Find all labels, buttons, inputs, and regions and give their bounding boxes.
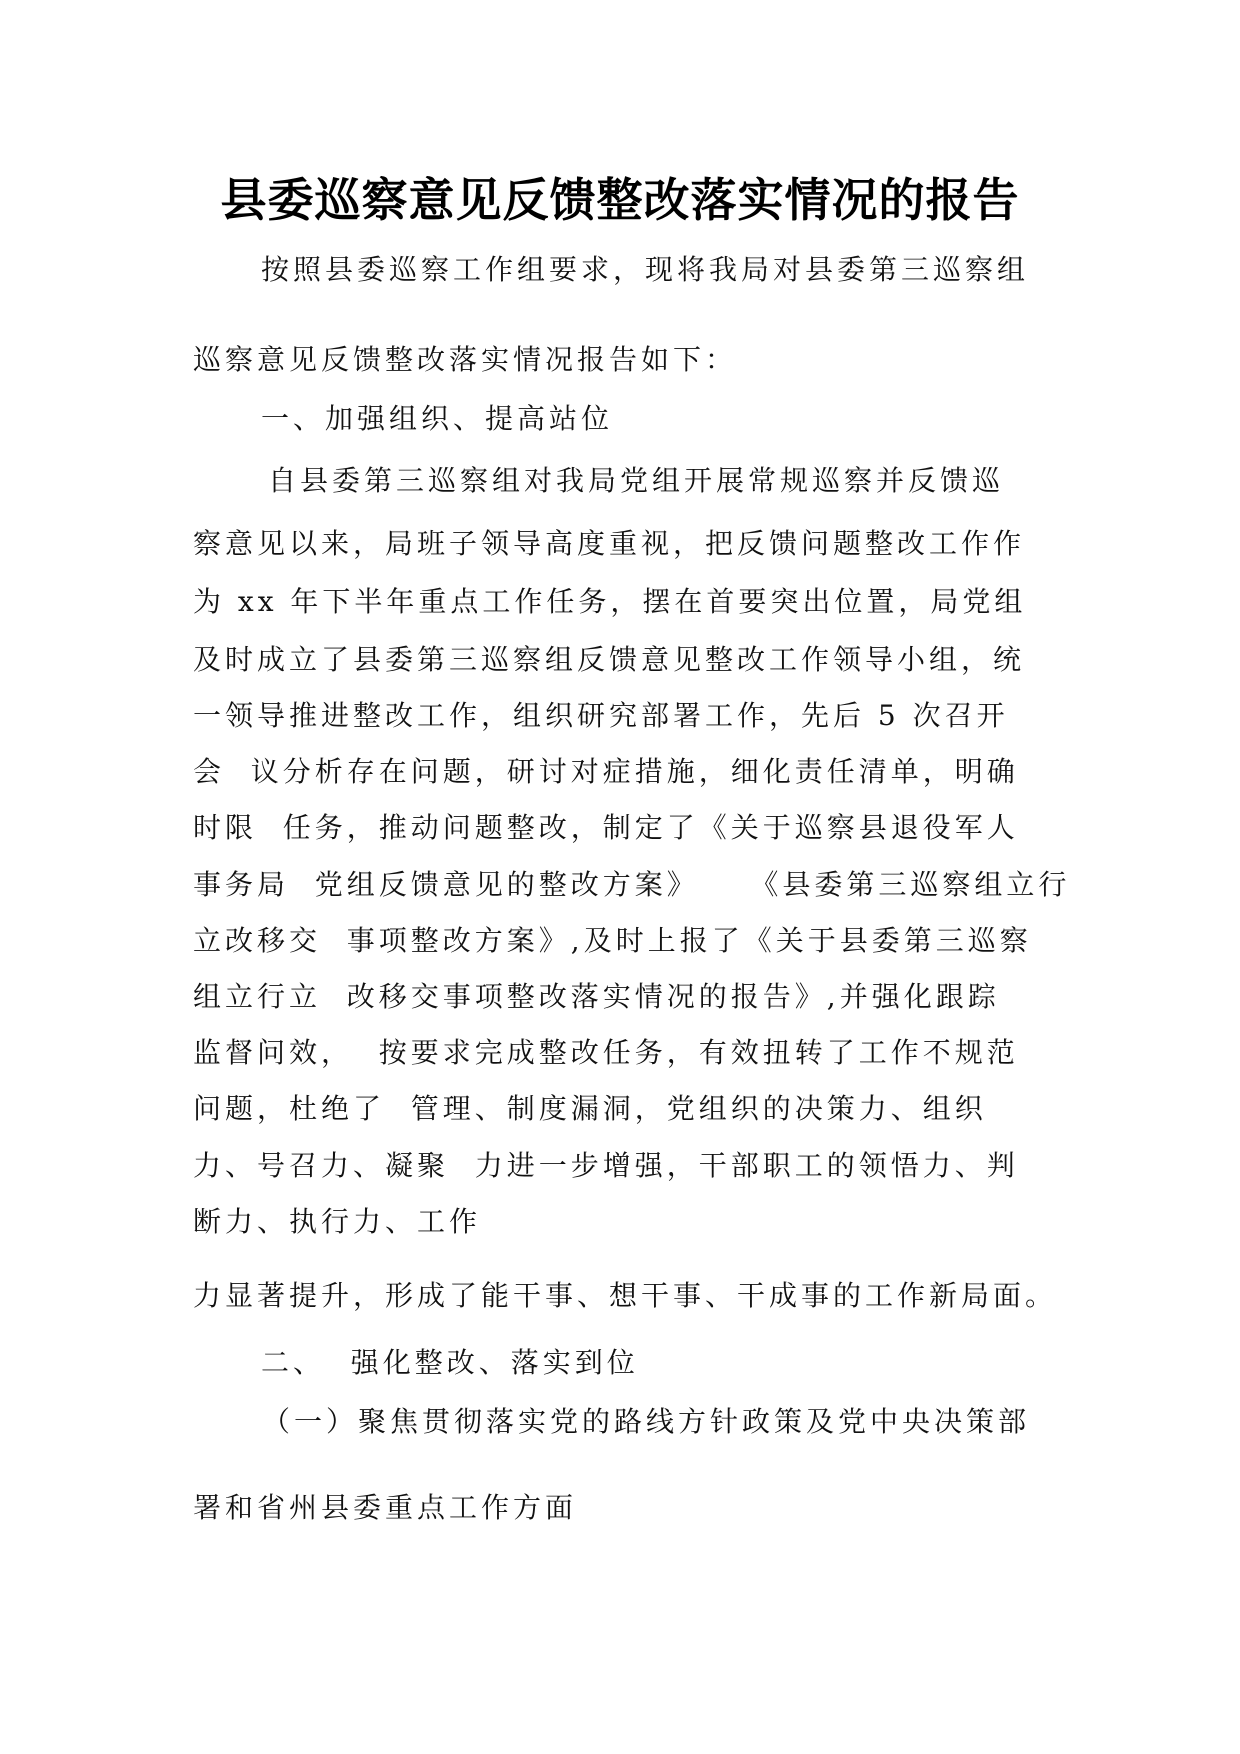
paragraph-line: 一领导推进整改工作，组织研究部署工作，先后 5 次召开 <box>193 699 1009 732</box>
paragraph-line: 按照县委巡察工作组要求，现将我局对县委第三巡察组 <box>261 253 1030 286</box>
paragraph-line: 组立行立 改移交事项整改落实情况的报告》,并强化跟踪 <box>193 980 1000 1013</box>
paragraph-line: 力、号召力、凝聚 力进一步增强，干部职工的领悟力、判 <box>193 1149 1019 1182</box>
paragraph-line: 会 议分析存在问题，研讨对症措施，细化责任清单，明确 <box>193 755 1019 788</box>
paragraph-line: 巡察意见反馈整改落实情况报告如下： <box>193 343 738 376</box>
paragraph-line: 为 xx 年下半年重点工作任务，摆在首要突出位置，局党组 <box>193 585 1027 618</box>
paragraph-line: 立改移交 事项整改方案》,及时上报了《关于县委第三巡察 <box>193 924 1032 957</box>
paragraph-line: 署和省州县委重点工作方面 <box>193 1491 578 1524</box>
paragraph-line: 事务局 党组反馈意见的整改方案》 《县委第三巡察组立行 <box>193 868 1071 901</box>
paragraph-line: 察意见以来，局班子领导高度重视，把反馈问题整改工作作 <box>193 527 1026 560</box>
paragraph-line: 时限 任务，推动问题整改，制定了《关于巡察县退役军人 <box>193 811 1019 844</box>
paragraph-line: 问题，杜绝了 管理、制度漏洞，党组织的决策力、组织 <box>193 1092 987 1125</box>
section-heading: 一、加强组织、提高站位 <box>261 402 614 435</box>
subsection-heading: （一）聚焦贯彻落实党的路线方针政策及党中央决策部 <box>262 1405 1031 1438</box>
paragraph-line: 监督问效， 按要求完成整改任务，有效扭转了工作不规范 <box>193 1036 1019 1069</box>
section-heading: 二、 强化整改、落实到位 <box>261 1346 639 1379</box>
paragraph-line: 及时成立了县委第三巡察组反馈意见整改工作领导小组，统 <box>193 643 1026 676</box>
document-title: 县委巡察意见反馈整改落实情况的报告 <box>220 173 1020 227</box>
paragraph-line: 断力、执行力、工作 <box>193 1205 482 1238</box>
paragraph-line: 自县委第三巡察组对我局党组开展常规巡察并反馈巡 <box>268 464 1005 497</box>
paragraph-line: 力显著提升，形成了能干事、想干事、干成事的工作新局面。 <box>193 1279 1058 1312</box>
